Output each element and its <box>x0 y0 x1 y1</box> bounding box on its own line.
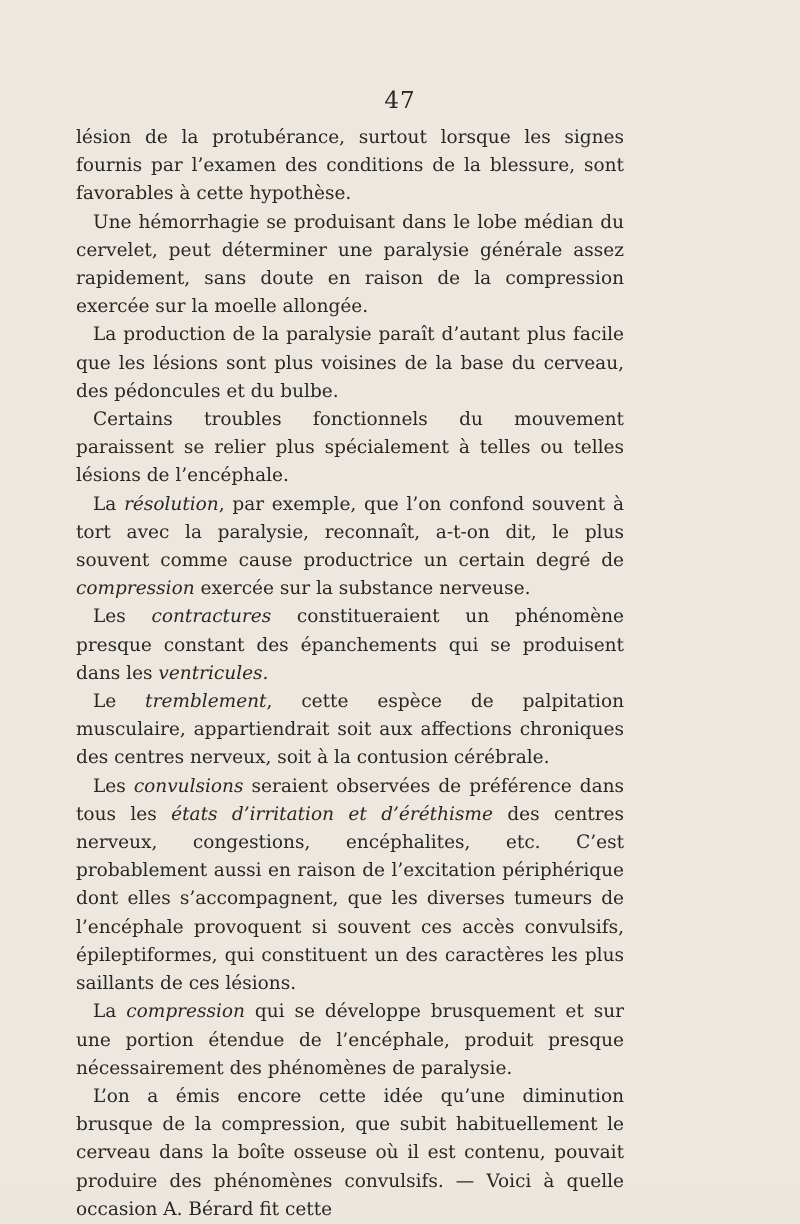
italic-term: ventricules. <box>158 662 269 684</box>
body-text <box>76 124 624 1224</box>
paragraph <box>76 491 624 604</box>
paragraph <box>76 998 624 1083</box>
text-segment: des centres nerveux, congestions, encéphalites, etc. C’est probablement aussi en raison de l’excitation périphérique dont elles s’accompagnent, que les diverses tumeurs de l’encéphale provoquent si souvent ces accès convulsifs, épileptiformes, qui constituent un des caractères les plus saillants de ces lésions. <box>76 803 624 995</box>
text-segment: constitueraient un phénomène presque constant des épanchements qui se produisent dans les <box>76 606 624 684</box>
text-segment: La <box>93 1001 127 1023</box>
italic-term: contractures <box>151 606 272 628</box>
text-segment: Les <box>93 775 134 797</box>
paragraph <box>76 124 624 209</box>
italic-term: convulsions <box>133 775 244 797</box>
paragraph <box>76 209 624 322</box>
text-segment: , cette espèce de palpitation musculaire, appartiendrait soit aux affections chroniques des centres nerveux, soit à la contusion cérébrale. <box>76 691 624 769</box>
paragraph <box>76 773 624 999</box>
paragraph <box>76 321 624 406</box>
italic-term: résolution <box>124 493 219 515</box>
text-segment: Le <box>93 691 146 713</box>
text-segment: , par exemple, que l’on confond souvent à tort avec la paralysie, reconnaît, a-t-on dit, le plus souvent comme cause productrice un certain degré de <box>76 493 624 572</box>
paragraph <box>76 688 624 773</box>
italic-term: états d’irritation et d’éréthisme <box>171 803 493 825</box>
text-segment: La production de la paralysie paraît d’autant plus facile que les lésions sont plus voisines de la base du cerveau, des pédoncules et du bulbe. <box>76 324 624 402</box>
paragraph <box>76 406 624 491</box>
italic-term: tremblement <box>145 691 267 713</box>
text-segment: seraient observées de préférence dans tous les <box>76 775 625 825</box>
text-segment: lésion de la protubérance, surtout lorsque les signes fournis par l’examen des conditions de la blessure, sont favorables à cette hypothèse. <box>76 127 624 205</box>
page-number: 47 <box>384 88 416 114</box>
text-segment: Les <box>93 606 152 628</box>
italic-term: compression <box>76 578 195 600</box>
paragraph <box>76 603 624 688</box>
paragraph <box>76 1083 624 1224</box>
text-segment: L’on a émis encore cette idée qu’une diminution brusque de la compression, que subit habituellement le cerveau dans la boîte osseuse où il est contenu, pouvait produire des phénomènes convulsifs. — Voici à quelle occasion A. Bérard fit cette <box>76 1085 624 1220</box>
text-segment: Certains troubles fonctionnels du mouvement paraissent se relier plus spécialement à telles ou telles lésions de l’encéphale. <box>76 409 624 487</box>
text-segment: La <box>93 493 125 515</box>
text-segment: qui se développe brusquement et sur une portion étendue de l’encéphale, produit presque nécessairement des phénomènes de paralysie. <box>76 1001 624 1079</box>
text-segment: exercée sur la substance nerveuse. <box>194 578 531 600</box>
italic-term: compression <box>126 1001 245 1023</box>
text-segment: Une hémorrhagie se produisant dans le lobe médian du cervelet, peut déterminer une paralysie générale assez rapidement, sans doute en raison de la compression exercée sur la moelle allongée. <box>76 211 624 318</box>
